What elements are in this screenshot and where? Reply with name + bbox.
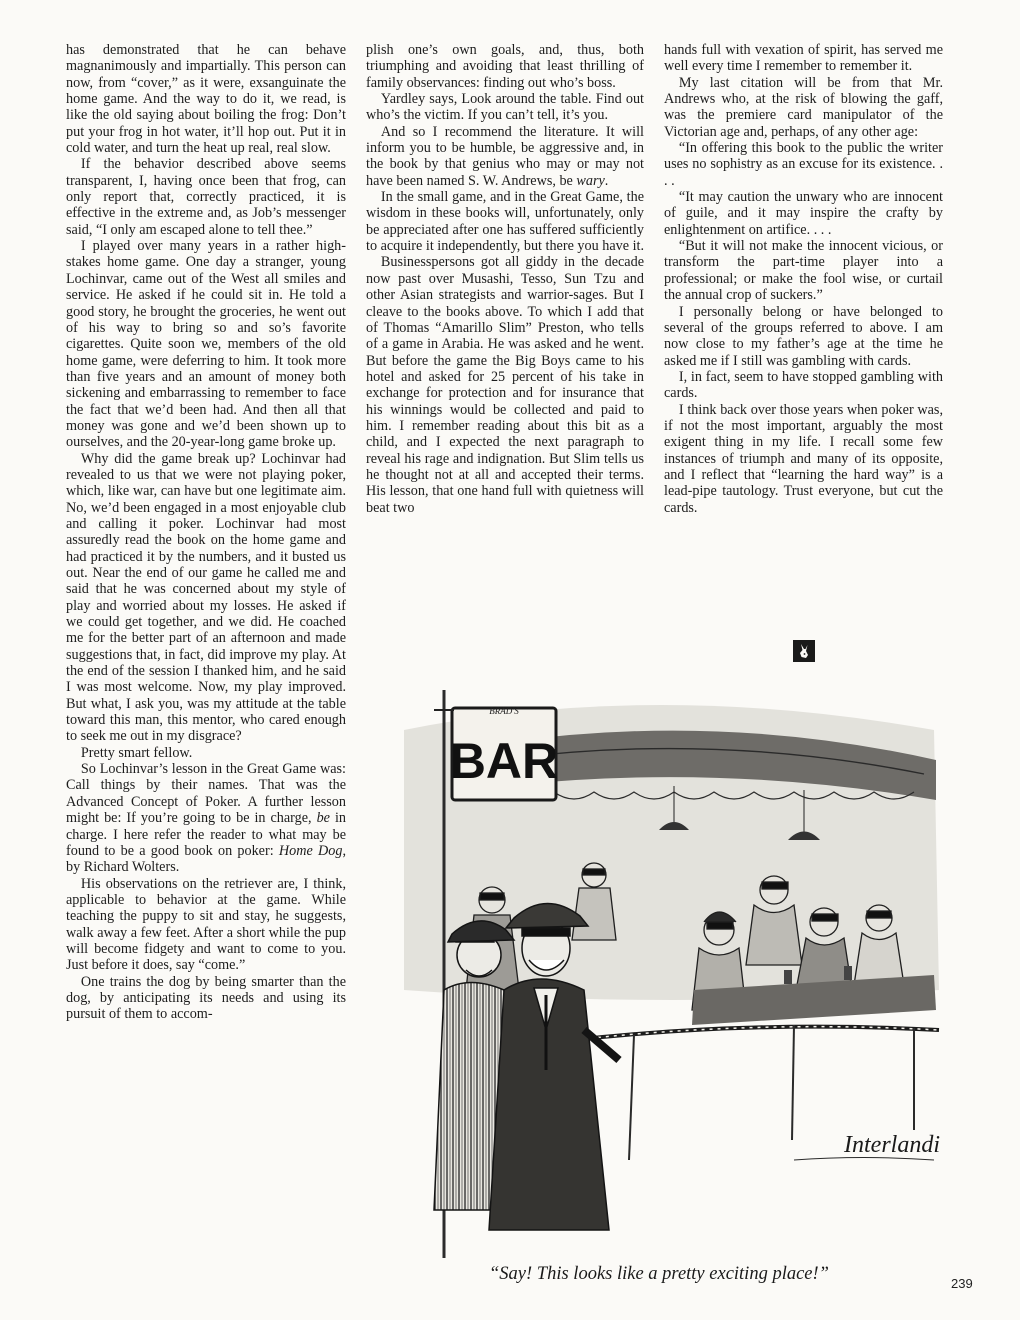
book-title: Home Dog <box>278 842 343 859</box>
paragraph: Yardley says, Look around the table. Find out who’s the victim. If you can’t tell, it’s you. <box>366 91 644 124</box>
paragraph: One trains the dog by being smarter than the dog, by anticipating its needs and using its pursuit of them to accom- <box>66 973 346 1023</box>
cartoon-illustration <box>374 690 948 1258</box>
paragraph: “It may caution the unwary who are innocent of guile, and it may inspire the crafty by enlightenment on artifice. . . . <box>664 189 943 238</box>
paragraph: His observations on the retriever are, I think, applicable to behavior at the game. While teaching the puppy to sit and stay, he suggests, walk away a few feet. After a short while the pup will become fidgety and want to come to you. Just before it does, say “come.” <box>66 875 346 974</box>
paragraph <box>366 124 644 189</box>
bar-sign-top: BRAD'S <box>489 706 519 716</box>
text-run: in charge. I here refer the reader to what may be found to be a good book on poker: <box>66 810 346 859</box>
paragraph: “In offering this book to the public the writer uses no sophistry as an excuse for its existence. . . . <box>664 140 943 189</box>
text-run: . <box>604 172 609 189</box>
paragraph: My last citation will be from that Mr. Andrews who, at the risk of blowing the gaff, was the premiere card manipulator of the Victorian age and, perhaps, of any other age: <box>664 74 943 140</box>
paragraph: has demonstrated that he can behave magnanimously and impartially. This person can now, from “cover,” as it were, exsanguinate the home game. And the way to do it, we read, is like the old saying about boiling the frog: Don’t put your frog in hot water, it’ll hop out. Put it in cold water, and turn the heat up real, real slow. <box>66 42 346 157</box>
bar-sign-text: BAR <box>449 733 559 789</box>
paragraph: If the behavior described above seems transparent, I, having once been that frog, can only report that, correctly practiced, it is effective in the extreme and, as Job’s messenger said, “I only am escaped alone to tell thee.” <box>66 156 346 238</box>
paragraph: Businesspersons got all giddy in the decade now past over Musashi, Tesso, Sun Tzu and other Asian strategists and warrior-sages. But I cleave to the books above. To which I add that of Thomas “Amarillo Slim” Preston, who tells of a game in Arabia. He was asked and he went. But before the game the Big Boys came to his hotel and asked for 25 percent of his take in exchange for protection and for insurance that his winnings would be collected and paid to him. I remember reading about this bit as a child, and I expected the next paragraph to reveal his rage and indignation. But Slim tells us he thought not at all and accepted their terms. His lesson, that one hand full with quietness will beat two <box>366 254 644 516</box>
emphasis: wary <box>576 172 605 189</box>
paragraph: hands full with vexation of spirit, has served me well every time I remember to remember it. <box>664 42 943 75</box>
emphasis: be <box>316 810 330 827</box>
cartoon-caption: “Say! This looks like a pretty exciting place!” <box>489 1264 829 1284</box>
article-column-3 <box>664 42 943 516</box>
article-column-1 <box>66 42 346 1023</box>
paragraph <box>66 761 346 875</box>
paragraph: I personally belong or have belonged to several of the groups referred to above. I am now close to my father’s age at the time he asked me if I still was gambling with cards. <box>664 303 943 369</box>
paragraph: I played over many years in a rather high-stakes home game. One day a stranger, young Lochinvar, came out of the West all smiles and service. He asked if he could sit in. He told a good story, he brought the groceries, he went out of his way to bring so and so’s favorite cigarettes. Quite soon we, members of the old home game, were deferring to him. It took more than five years and an amount of money both sickening and embarrassing to remember to face the fact that we’d been had. And then all that money was gone and we’d been shown up to ourselves, and the 20-year-long game broke up. <box>66 238 346 451</box>
paragraph: “But it will not make the innocent vicious, or transform the part-time player into a professional; or make the fool wise, or curtail the annual crop of suckers.” <box>664 238 943 304</box>
text-run: And so I recommend the literature. It will inform you to be humble, be aggressive and, in the book by that genius who may or may not have been named S. W. Andrews, be <box>366 123 644 189</box>
paragraph: Pretty smart fellow. <box>80 744 193 761</box>
paragraph: In the small game, and in the Great Game, the wisdom in these books will, unfortunately, only be appreciated after one has suffered sufficiently to acquire it independently, but there you have it. <box>366 189 645 255</box>
page-number: 239 <box>951 1276 973 1291</box>
artist-signature: Interlandi <box>844 1132 940 1158</box>
article-column-2 <box>366 42 644 516</box>
text-run: So Lochinvar’s lesson in the Great Game was: Call things by their names. That was the Advanced Concept of Poker. A further lesson might be: If you’re going to be in charge, <box>66 761 346 827</box>
paragraph: I think back over those years when poker was, if not the most important, arguably the most exigent thing in my life. I recall some few instances of triumph and many of its opposite, and I reflect that “learning the hard way” is a lead-pipe tautology. Trust everyone, but cut the cards. <box>664 401 943 516</box>
rabbit-head-icon <box>793 640 815 662</box>
text-run: , by Richard Wolters. <box>66 842 346 876</box>
paragraph: Why did the game break up? Lochinvar had revealed to us that we were not playing poker, which, like war, can have but one legitimate aim. No, we’d been engaged in a most enjoyable club and calling it poker. Lochinvar had most assuredly read the book on the home game and had practiced it by the numbers, and it busted us out. Near the end of our game he called me and said that he was concerned about my style of play and worried about my losses. He asked if we could get together, and we did. He coached me for the better part of an afternoon and made suggestions that, in fact, did improve my play. At the end of the session I thanked him, and he said I was most welcome. Now, my play improved. But what, I ask you, was my attitude at the table toward this man, this mentor, who cared enough to seek me out in my disgrace? <box>66 450 346 745</box>
paragraph: I, in fact, seem to have stopped gambling with cards. <box>664 368 943 402</box>
paragraph: plish one’s own goals, and, thus, both triumphing and avoiding that least thrilling of family observances: finding out who’s boss. <box>366 42 644 91</box>
